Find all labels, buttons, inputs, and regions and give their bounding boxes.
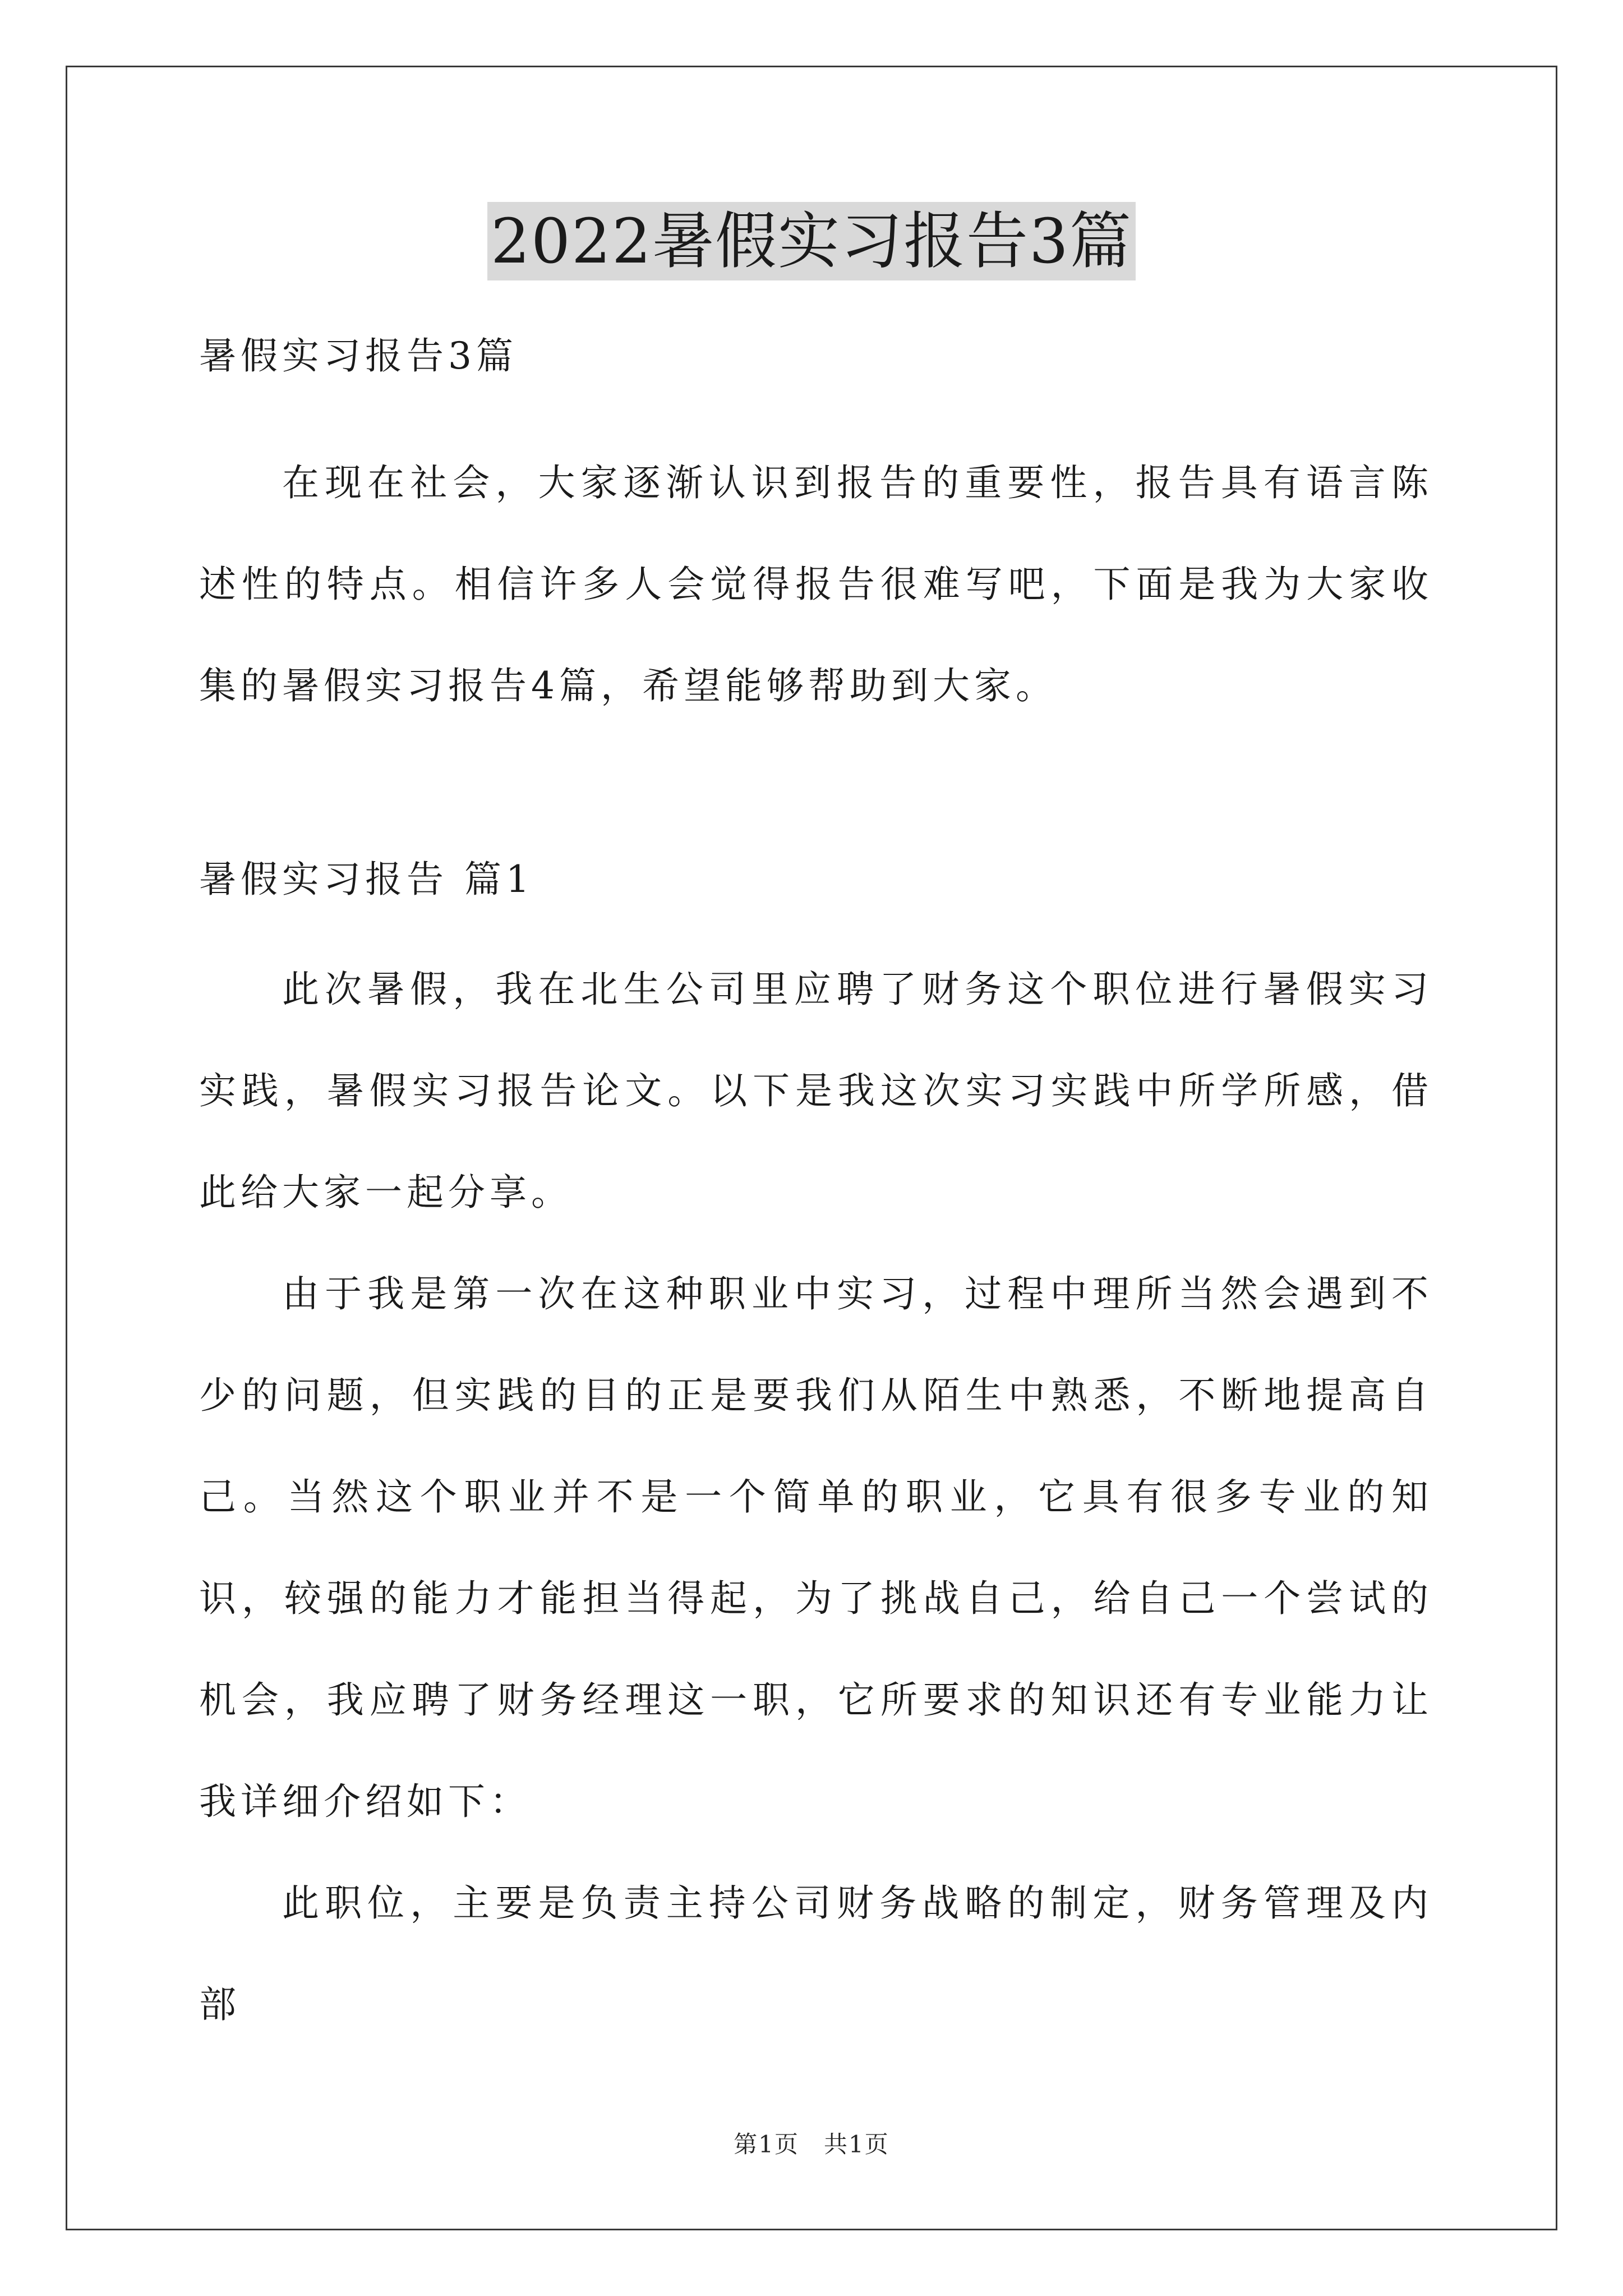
body-paragraph: 由于我是第一次在这种职业中实习，过程中理所当然会遇到不少的问题，但实践的目的正是要我们从陌生中熟悉，不断地提高自己。当然这个职业并不是一个简单的职业，它具有很多专业的知识，较强的能力才能担当得起，为了挑战自己，给自己一个尝试的机会，我应聘了财务经理这一职，它所要求的知识还有专业能力让我详细介绍如下： — [199, 1272, 1433, 1823]
title-container — [0, 202, 1623, 280]
page-footer: 第1页 共1页 — [734, 2131, 889, 2158]
body-paragraph: 此职位，主要是负责主持公司财务战略的制定，财务管理及内部 — [199, 1881, 1433, 2026]
section-heading: 暑假实习报告 篇1 — [199, 858, 534, 901]
document-subtitle: 暑假实习报告3篇 — [199, 334, 518, 378]
intro-paragraph: 在现在社会，大家逐渐认识到报告的重要性，报告具有语言陈述性的特点。相信许多人会觉得报告很难写吧，下面是我为大家收集的暑假实习报告4篇，希望能够帮助到大家。 — [199, 461, 1433, 707]
body-paragraph: 此次暑假，我在北生公司里应聘了财务这个职位进行暑假实习实践，暑假实习报告论文。以下是我这次实习实践中所学所感，借此给大家一起分享。 — [199, 968, 1433, 1214]
document-body — [199, 314, 1433, 2055]
document-title: 2022暑假实习报告3篇 — [487, 202, 1136, 280]
